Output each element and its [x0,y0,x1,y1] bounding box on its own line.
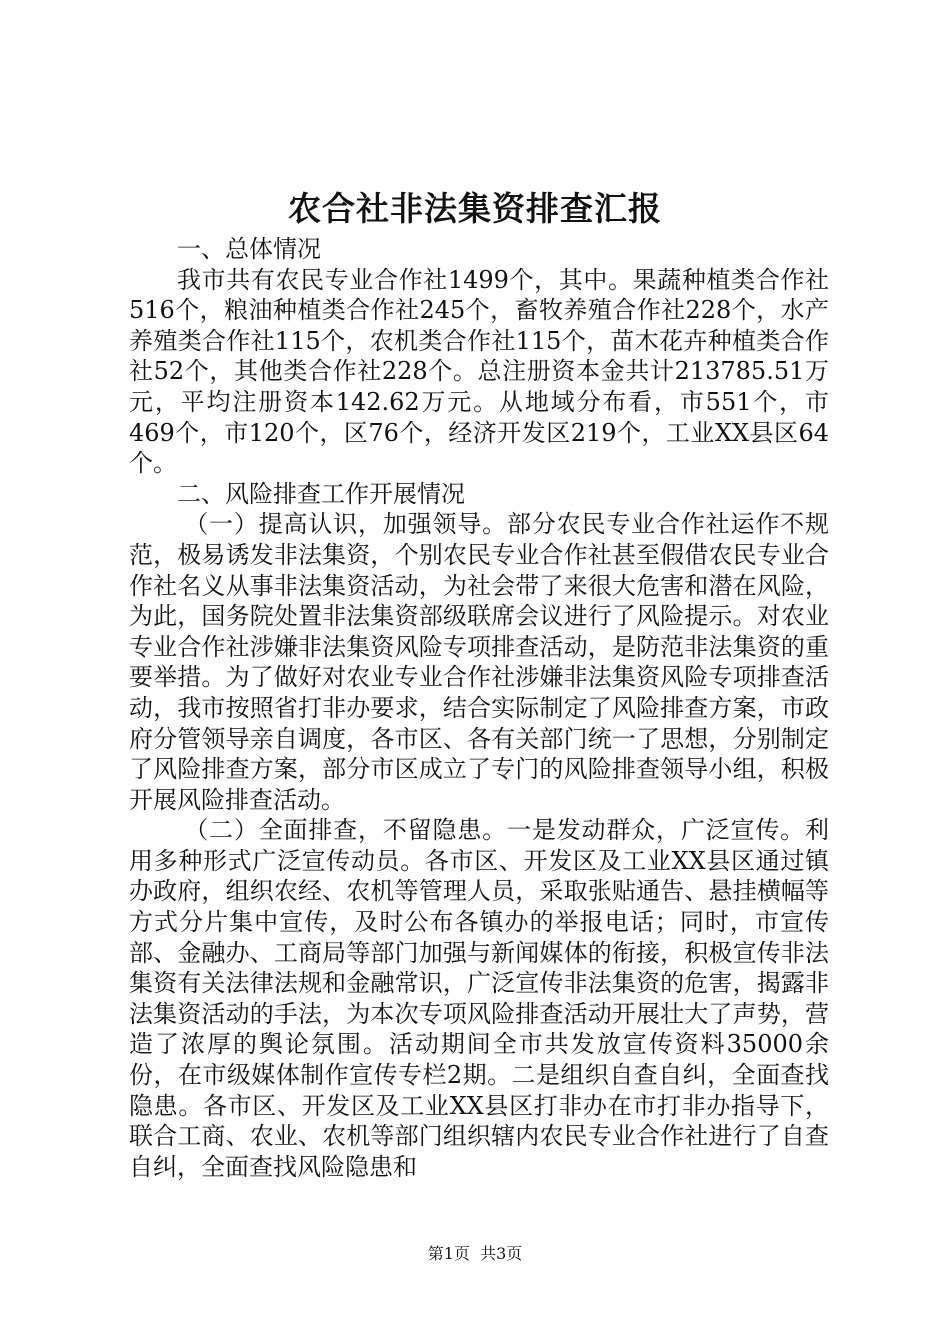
paragraph-full-check: （二）全面排查，不留隐患。一是发动群众，广泛宣传。利用多种形式广泛宣传动员。各市区、开发区及工业XX县区通过镇办政府，组织农经、农机等管理人员，采取张贴通告、悬挂横幅等方式分片集中宣传，及时公布各镇办的举报电话；同时，市宣传部、金融办、工商局等部门加强与新闻媒体的衔接，积极宣传非法集资有关法律法规和金融常识，广泛宣传非法集资的危害，揭露非法集资活动的手法，为本次专项风险排查活动开展壮大了声势，营造了浓厚的舆论氛围。活动期间全市共发放宣传资料35000余份，在市级媒体制作宣传专栏2期。二是组织自查自纠，全面查找隐患。各市区、开发区及工业XX县区打非办在市打非办指导下，联合工商、农业、农机等部门组织辖内农民专业合作社进行了自查自纠，全面查找风险隐患和 [129,816,829,1181]
paragraph-overview: 我市共有农民专业合作社1499个，其中。果蔬种植类合作社516个，粮油种植类合作社245个，畜牧养殖合作社228个，水产养殖类合作社115个，农机类合作社115个，苗木花卉种植类合作社52个，其他类合作社228个。总注册资本金共计213785.51万元，平均注册资本142.62万元。从地域分布看，市551个，市469个，市120个，区76个，经济开发区219个，工业XX县区64个。 [129,265,829,478]
section-heading-overview: 一、总体情况 [177,235,321,263]
document-body [129,234,829,1182]
page-total: 共3页 [480,1244,523,1263]
page-number: 第1页 [427,1244,470,1263]
section-heading-risk-check: 二、风险排查工作开展情况 [177,479,465,508]
page-footer [0,1244,950,1264]
document-title: 农合社非法集资排查汇报 [288,189,662,228]
paragraph-leadership: （一）提高认识，加强领导。部分农民专业合作社运作不规范，极易诱发非法集资，个别农民专业合作社甚至假借农民专业合作社名义从事非法集资活动，为社会带了来很大危害和潜在风险，为此，国务院处置非法集资部级联席会议进行了风险提示。对农业专业合作社涉嫌非法集资风险专项排查活动，是防范非法集资的重要举措。为了做好对农业专业合作社涉嫌非法集资风险专项排查活动，我市按照省打非办要求，结合实际制定了风险排查方案，市政府分管领导亲自调度，各市区、各有关部门统一了思想，分别制定了风险排查方案，部分市区成立了专门的风险排查领导小组，积极开展风险排查活动。 [129,510,829,814]
